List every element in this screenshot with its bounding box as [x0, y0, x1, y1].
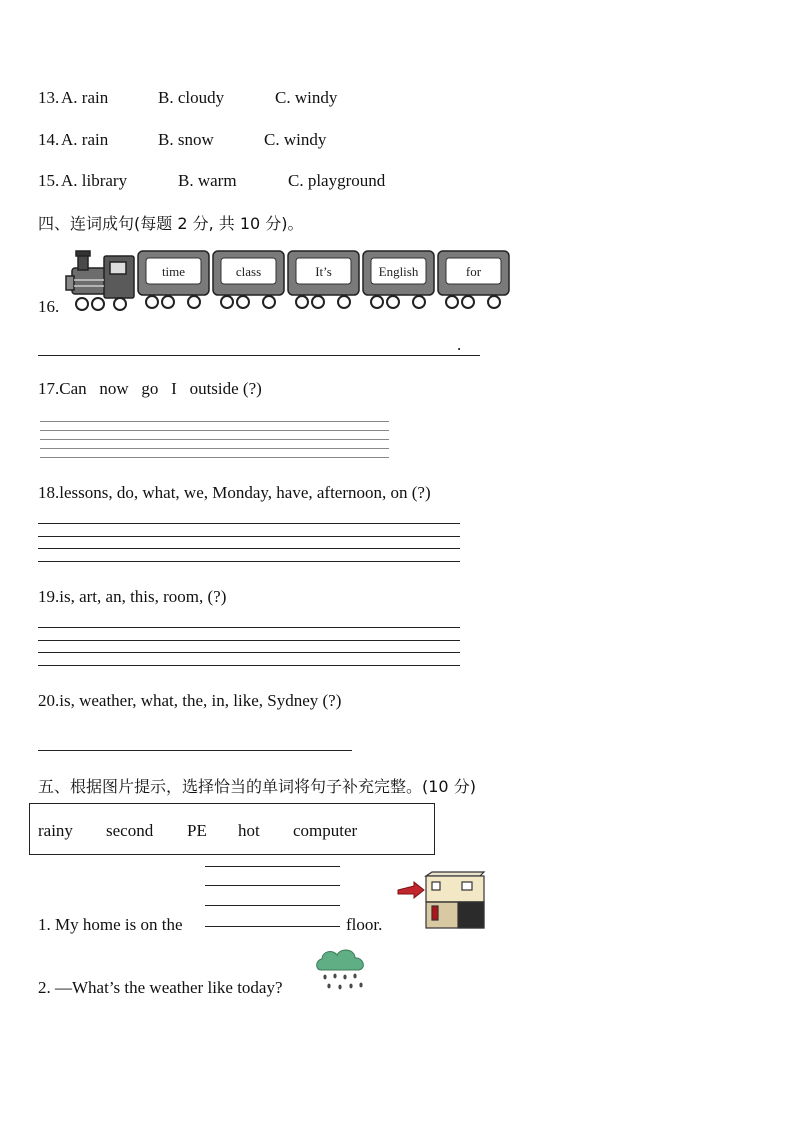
option-c: C. windy [264, 130, 327, 149]
word-bank-item: second [106, 821, 154, 840]
option-a: A. rain [61, 130, 109, 149]
section-4-title: 四、连词成句(每题 2 分, 共 10 分)。 [38, 214, 304, 233]
section5-question-2: 2. —What’s the weather like today? [38, 978, 283, 997]
train-car [363, 251, 434, 308]
train-car [213, 251, 284, 308]
option-c: C. windy [275, 88, 338, 107]
rain-cloud-icon [313, 944, 369, 994]
train-car-word: time [161, 264, 186, 279]
question-number: 13. [38, 88, 60, 107]
answer-line-16[interactable] [38, 355, 480, 356]
option-c: C. playground [288, 171, 386, 190]
answer-line-20[interactable] [38, 750, 352, 751]
question-18: 18.lessons, do, what, we, Monday, have, afternoon, on (?) [38, 483, 431, 502]
word-bank-item: PE [187, 821, 207, 840]
question-17: 17.Can now go I outside (?) [38, 379, 262, 398]
question-number: 14. [38, 130, 60, 149]
word-bank-item: computer [293, 821, 358, 840]
building-icon [426, 872, 484, 928]
question-16-number: 16. [38, 297, 60, 316]
train-car-word: It’s [315, 264, 332, 279]
train-car [288, 251, 359, 308]
locomotive-icon [66, 251, 134, 298]
question-number: 15. [38, 171, 60, 190]
option-b: B. snow [158, 130, 214, 149]
section5-question-1: 1. My home is on the [38, 915, 183, 934]
train-car [138, 251, 209, 308]
train-car-word: class [235, 264, 262, 279]
train-car-word: for [465, 264, 482, 279]
question-19: 19.is, art, an, this, room, (?) [38, 587, 227, 606]
arrow-icon [398, 882, 424, 898]
word-bank [29, 803, 435, 855]
train-car-word: English [378, 264, 419, 279]
section5-question-1-suffix: floor. [346, 915, 383, 934]
house-picture [396, 868, 488, 932]
train-car [438, 251, 509, 308]
option-a: A. library [61, 171, 128, 190]
section-5-title: 五、根据图片提示，选择恰当的单词将句子补充完整。(10 分) [38, 777, 476, 796]
word-bank-item: hot [238, 821, 260, 840]
word-bank-item: rainy [38, 821, 73, 840]
question-20: 20.is, weather, what, the, in, like, Sydney (?) [38, 691, 342, 710]
option-b: B. warm [178, 171, 237, 190]
end-period: . [457, 335, 462, 354]
train-illustration [64, 248, 510, 314]
option-b: B. cloudy [158, 88, 225, 107]
option-a: A. rain [61, 88, 109, 107]
